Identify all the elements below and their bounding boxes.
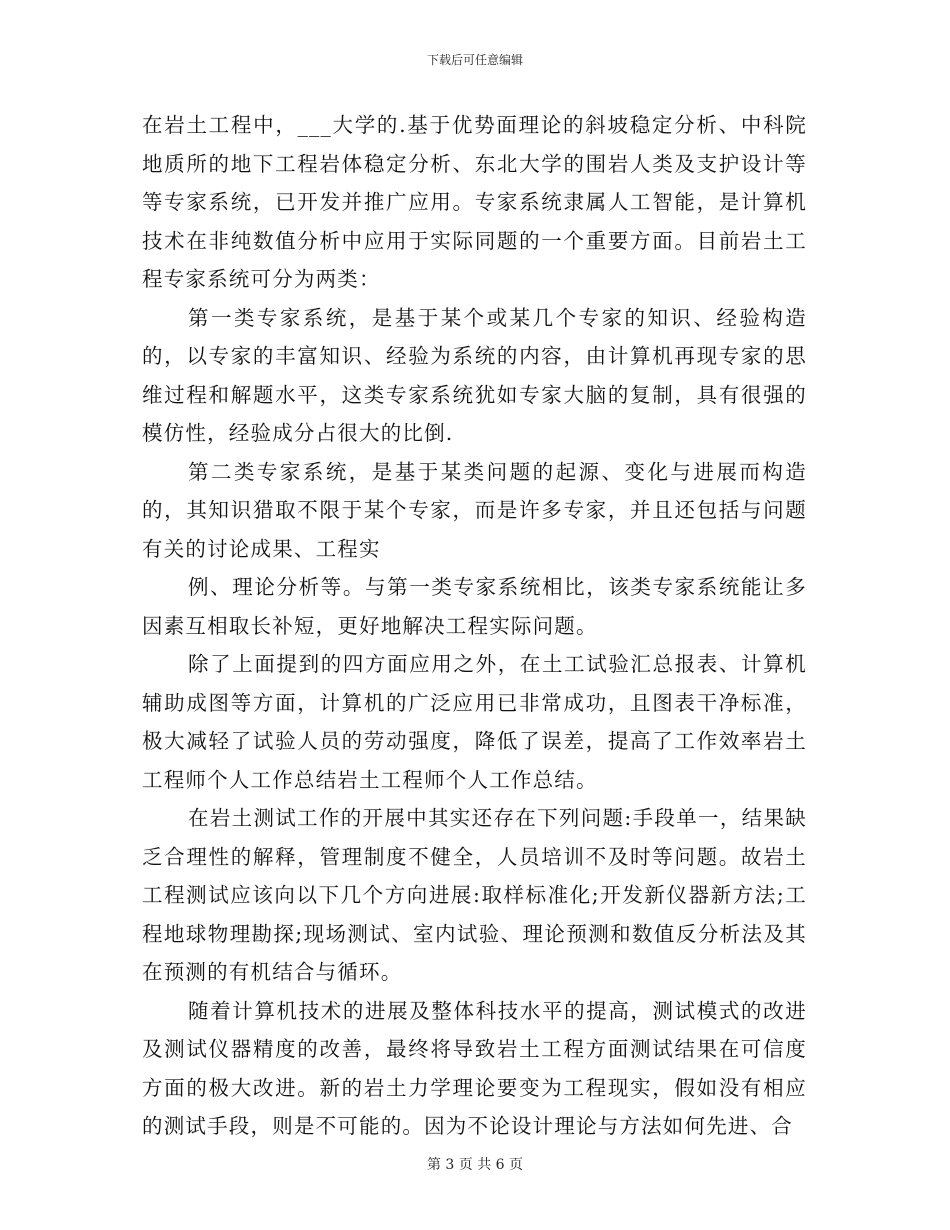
paragraph-first-type: 第一类专家系统，是基于某个或某几个专家的知识、经验构造的，以专家的丰富知识、经验为系统的内容，由计算机再现专家的思维过程和解题水平，这类专家系统犹如专家大脑的复制，具有很强的模仿性，经验成分占很大的比倒. xyxy=(142,305,807,445)
paragraph-future-outlook: 随着计算机技术的进展及整体科技水平的提高，测试模式的改进及测试仪器精度的改善，最终将导致岩土工程方面测试结果在可信度方面的极大改进。新的岩土力学理论要变为工程现实，假如没有相应的测试手段，则是不可能的。因为不论设计理论与方法如何先进、合 xyxy=(142,998,807,1138)
page-number: 第 3 页 共 6 页 xyxy=(426,1157,524,1173)
paragraph-second-type: 第二类专家系统，是基于某类问题的起源、变化与进展而构造的，其知识猎取不限于某个专家，而是许多专家，并且还包括与问题有关的讨论成果、工程实 xyxy=(142,459,807,561)
page-header: 下载后可任意编辑 xyxy=(426,53,523,67)
paragraph-expert-systems-intro: 在岩土工程中，___大学的.基于优势面理论的斜坡稳定分析、中科院地质所的地下工程岩体稳定分析、东北大学的围岩人类及支护设计等等专家系统，已开发并推广应用。专家系统隶属人工智能，是计算机技术在非纯数值分析中应用于实际同题的一个重要方面。目前岩土工程专家系统可分为两类： xyxy=(142,113,807,291)
paragraph-testing-problems: 在岩土测试工作的开展中其实还存在下列问题:手段单一，结果缺乏合理性的解释，管理制度不健全，人员培训不及时等问题。故岩土工程测试应该向以下几个方向进展:取样标准化;开发新仪器新方法;工程地球物理勘探;现场测试、室内试验、理论预测和数值反分析法及其在预测的有机结合与循环。 xyxy=(142,806,807,984)
paragraph-other-applications: 除了上面提到的四方面应用之外，在土工试验汇总报表、计算机辅助成图等方面，计算机的广泛应用已非常成功，且图表干净标准，极大减轻了试验人员的劳动强度，降低了误差，提高了工作效率岩土工程师个人工作总结岩土工程师个人工作总结。 xyxy=(142,652,807,792)
paragraph-second-type-continued: 例、理论分析等。与第一类专家系统相比，该类专家系统能让多因素互相取长补短，更好地解决工程实际问题。 xyxy=(142,575,807,638)
document-body xyxy=(142,106,807,1146)
